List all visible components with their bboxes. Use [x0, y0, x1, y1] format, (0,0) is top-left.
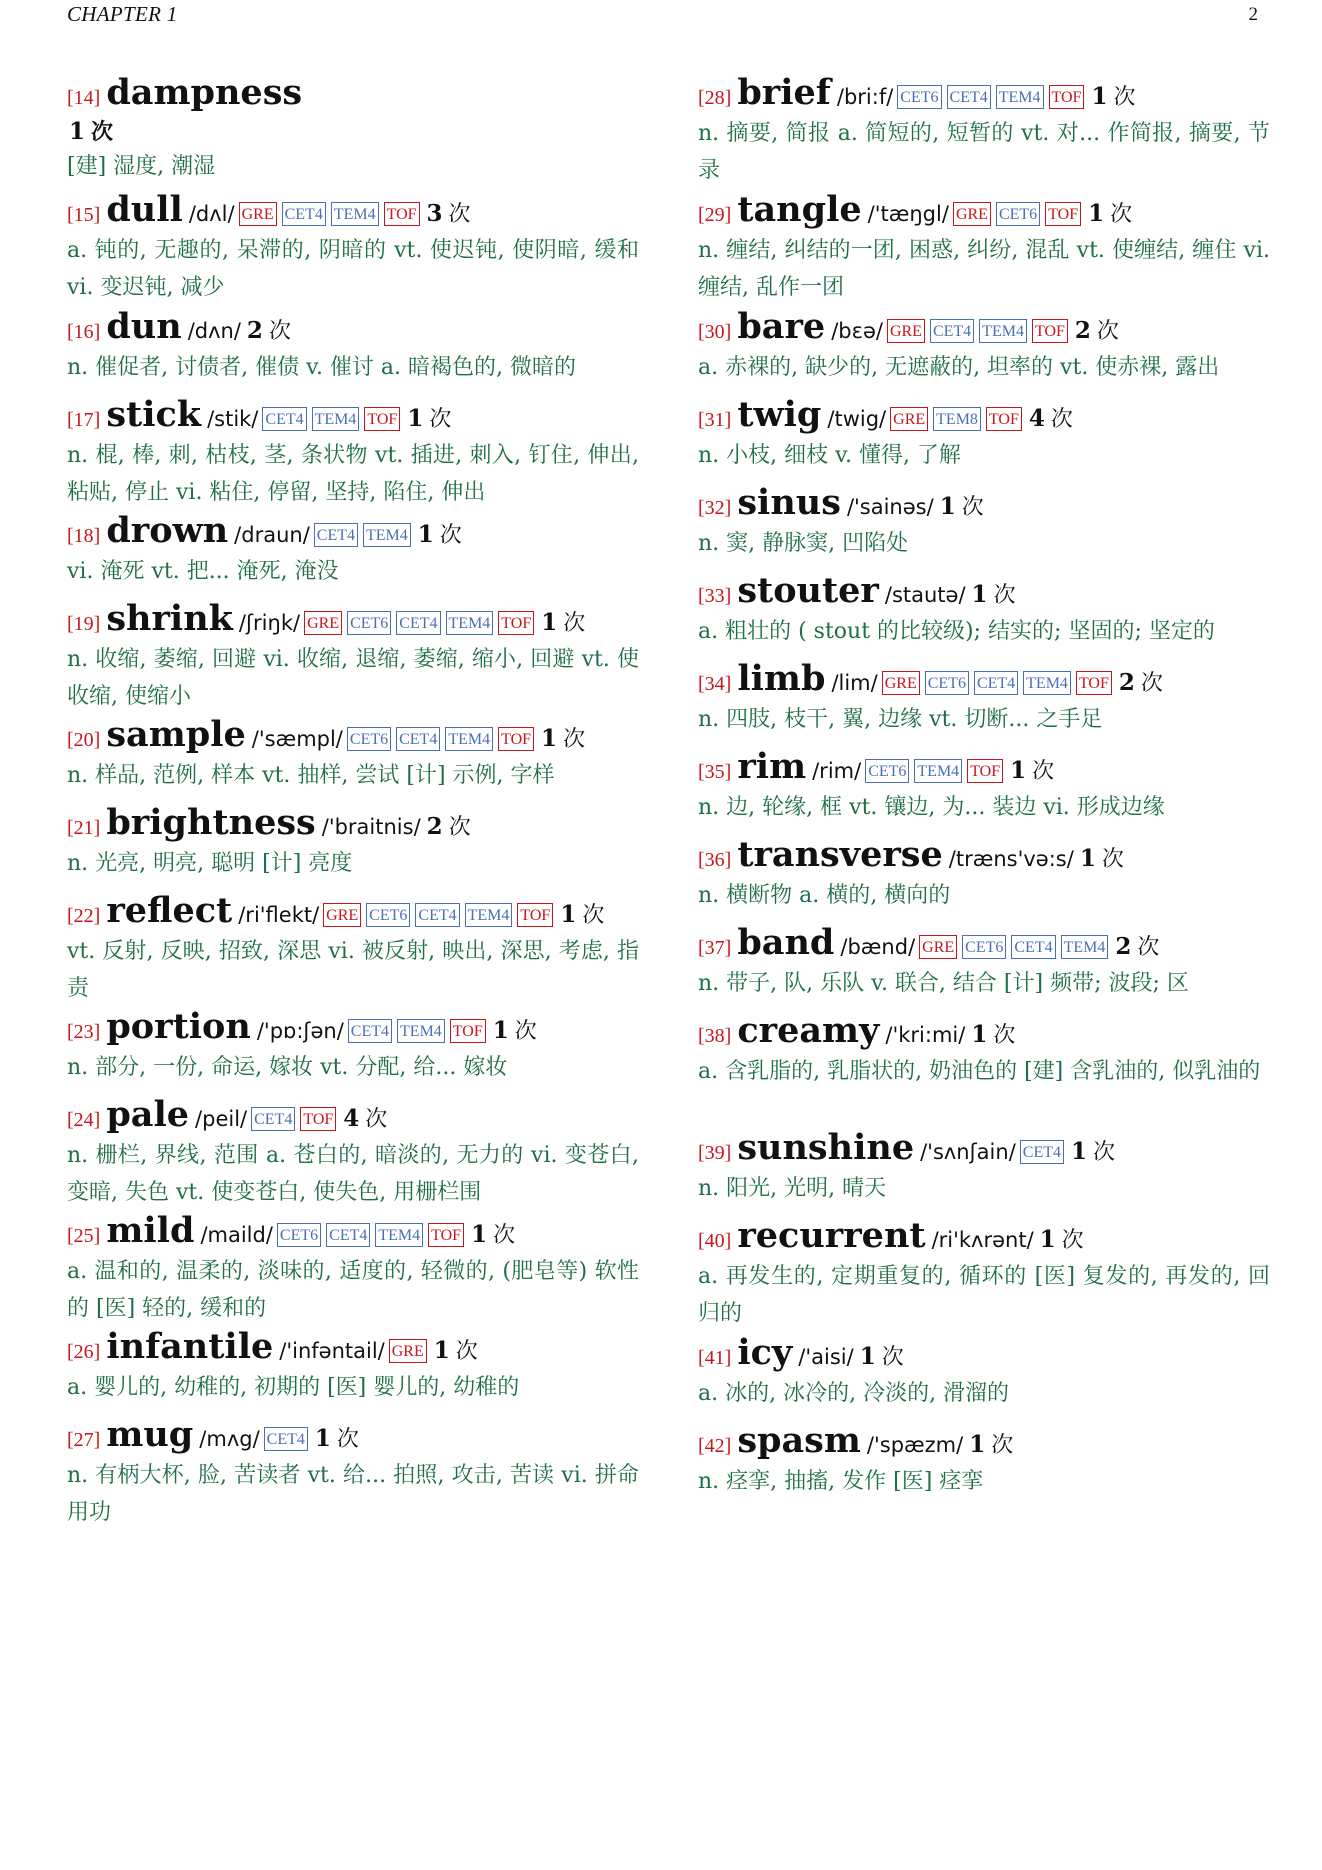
entry-index: [26] [67, 1341, 101, 1363]
entry-word: icy [737, 1332, 793, 1373]
entry-index: [39] [698, 1142, 732, 1164]
vocab-entry [67, 714, 639, 802]
entry-count-unit: 次 [455, 1339, 478, 1364]
entry-headline [698, 72, 1270, 113]
entry-count-unit: 次 [881, 1345, 904, 1370]
entry-index: [37] [698, 937, 732, 959]
entry-phonetic: /ri'kʌrənt/ [931, 1228, 1034, 1252]
entry-count: 3 [426, 200, 443, 227]
exam-tag-cet4: CET4 [396, 727, 440, 751]
exam-tag-cet4: CET4 [264, 1427, 308, 1451]
entry-definition: vt. 反射, 反映, 招致, 深思 vi. 被反射, 映出, 深思, 考虑, 指责 [67, 939, 639, 1001]
entry-word: sample [106, 714, 246, 755]
exam-tag-cet4: CET4 [415, 903, 459, 927]
entry-index: [29] [698, 204, 732, 226]
exam-tag-tem4: TEM4 [397, 1019, 445, 1043]
exam-tag-tem4: TEM4 [1023, 671, 1071, 695]
entry-index: [34] [698, 673, 732, 695]
entry-word: creamy [737, 1010, 880, 1051]
entry-count-unit: 次 [365, 1107, 388, 1132]
vocab-entry [67, 510, 639, 598]
exam-tag-gre: GRE [953, 202, 991, 226]
entry-phonetic: /rim/ [812, 759, 862, 783]
entry-phonetic: /ri'flekt/ [238, 903, 320, 927]
entry-count: 1 [971, 1021, 988, 1048]
entry-count-unit: 次 [448, 202, 471, 227]
vocab-entry [698, 746, 1270, 834]
entry-index: [22] [67, 905, 101, 927]
vocab-entry [67, 1094, 639, 1210]
entry-count-unit: 次 [961, 495, 984, 520]
exam-tag-tof: TOF [986, 407, 1022, 431]
exam-tag-cet4: CET4 [947, 85, 991, 109]
chapter-title: CHAPTER 1 [67, 2, 178, 26]
entry-phonetic: /'pɒ:ʃən/ [256, 1019, 344, 1043]
entry-index: [24] [67, 1109, 101, 1131]
vocab-entry [698, 72, 1270, 189]
entry-word: dull [106, 189, 183, 230]
exam-tag-cet4: CET4 [930, 319, 974, 343]
exam-tag-cet4: CET4 [974, 671, 1018, 695]
exam-tag-gre: GRE [890, 407, 928, 431]
entry-count-unit: 次 [1096, 319, 1119, 344]
entry-index: [31] [698, 409, 732, 431]
exam-tag-tem4: TEM4 [312, 407, 360, 431]
vocab-entry [698, 1420, 1270, 1508]
exam-tag-tem4: TEM4 [375, 1223, 423, 1247]
entry-index: [16] [67, 321, 101, 343]
vocab-entry [698, 1127, 1270, 1215]
exam-tag-cet4: CET4 [396, 611, 440, 635]
exam-tag-cet6: CET6 [366, 903, 410, 927]
entry-word: shrink [106, 598, 233, 639]
entry-definition: n. 收缩, 萎缩, 回避 vi. 收缩, 退缩, 萎缩, 缩小, 回避 vt. 使收缩, 使缩小 [67, 647, 639, 709]
entry-phonetic: /stik/ [207, 407, 259, 431]
entry-phonetic: /dʌn/ [187, 319, 241, 343]
entry-headline [698, 1420, 1270, 1461]
exam-tag-tof: TOF [300, 1107, 336, 1131]
entry-definition: a. 含乳脂的, 乳脂状的, 奶油色的 [建] 含乳油的, 似乳油的 [698, 1059, 1261, 1084]
exam-tag-tof: TOF [498, 611, 534, 635]
exam-tag-tem4: TEM4 [1061, 935, 1109, 959]
entry-word: mug [106, 1414, 194, 1455]
exam-tag-cet6: CET6 [897, 85, 941, 109]
exam-tag-cet4: CET4 [262, 407, 306, 431]
exam-tag-tem4: TEM4 [331, 202, 379, 226]
entry-count-unit: 次 [563, 611, 586, 636]
exam-tag-tof: TOF [517, 903, 553, 927]
vocab-entry [67, 394, 639, 510]
exam-tag-tof: TOF [967, 759, 1003, 783]
entry-index: [40] [698, 1230, 732, 1252]
entry-headline [67, 1326, 639, 1367]
entry-index: [21] [67, 817, 101, 839]
entry-index: [42] [698, 1435, 732, 1457]
entry-phonetic: /'infəntail/ [279, 1339, 385, 1363]
entry-headline [698, 394, 1270, 435]
entry-index: [25] [67, 1225, 101, 1247]
entry-word: spasm [737, 1420, 861, 1461]
entry-count: 1 [417, 521, 434, 548]
exam-tag-tof: TOF [450, 1019, 486, 1043]
exam-tag-cet4: CET4 [314, 523, 358, 547]
entry-phonetic: /'aisi/ [798, 1345, 854, 1369]
entry-count: 1 [433, 1337, 450, 1364]
entry-phonetic: /draun/ [234, 523, 310, 547]
entry-phonetic: /ʃriŋk/ [238, 611, 301, 635]
vocab-entry [698, 306, 1270, 394]
exam-tag-tem4: TEM4 [996, 85, 1044, 109]
entry-count: 1 [1079, 845, 1096, 872]
entry-definition: n. 小枝, 细枝 v. 懂得, 了解 [698, 443, 961, 468]
entry-phonetic: /peil/ [195, 1107, 248, 1131]
entry-word: transverse [737, 834, 943, 875]
entry-phonetic: /maild/ [200, 1223, 273, 1247]
entry-headline [698, 570, 1270, 611]
exam-tag-tem4: TEM4 [363, 523, 411, 547]
entry-count: 1 [314, 1425, 331, 1452]
entry-count: 2 [1074, 317, 1091, 344]
entry-word: stouter [737, 570, 879, 611]
entry-word: stick [106, 394, 202, 435]
entry-count-unit: 次 [91, 119, 114, 145]
exam-tag-gre: GRE [323, 903, 361, 927]
entry-definition: n. 痉挛, 抽搐, 发作 [医] 痉挛 [698, 1469, 984, 1494]
entry-word: portion [106, 1006, 251, 1047]
entry-index: [20] [67, 729, 101, 751]
entry-headline [698, 1127, 1270, 1168]
entry-count: 1 [69, 118, 86, 145]
entry-word: reflect [106, 890, 233, 931]
entry-phonetic: /'sainəs/ [846, 495, 934, 519]
exam-tag-cet4: CET4 [326, 1223, 370, 1247]
entry-word: twig [737, 394, 822, 435]
entry-index: [33] [698, 585, 732, 607]
vocab-entry [67, 890, 639, 1006]
entry-headline [67, 714, 639, 755]
entry-count: 1 [541, 725, 558, 752]
entry-word: bare [737, 306, 826, 347]
entry-phonetic: /bɛə/ [831, 319, 883, 343]
entry-word: dampness [106, 72, 303, 113]
exam-tag-cet6: CET6 [347, 727, 391, 751]
entry-count: 1 [471, 1221, 488, 1248]
entry-phonetic: /stautə/ [884, 583, 966, 607]
vocab-entry [67, 802, 639, 890]
exam-tag-tem4: TEM4 [979, 319, 1027, 343]
exam-tag-tem4: TEM4 [445, 727, 493, 751]
entry-count: 1 [1039, 1226, 1056, 1253]
entry-definition: n. 带子, 队, 乐队 v. 联合, 结合 [计] 频带; 波段; 区 [698, 971, 1189, 996]
entry-count-unit: 次 [336, 1427, 359, 1452]
entry-headline [67, 189, 639, 230]
entry-headline [67, 1414, 639, 1455]
entry-count-unit: 次 [429, 407, 452, 432]
entry-word: drown [106, 510, 229, 551]
entry-count-unit: 次 [493, 1223, 516, 1248]
entry-headline [67, 72, 639, 113]
left-column [67, 72, 639, 1530]
entry-phonetic: /'sæmpl/ [251, 727, 343, 751]
entry-headline [67, 1210, 639, 1251]
exam-tag-tem8: TEM8 [933, 407, 981, 431]
exam-tag-tof: TOF [498, 727, 534, 751]
entry-count: 1 [1010, 757, 1027, 784]
exam-tag-cet4: CET4 [348, 1019, 392, 1043]
exam-tag-cet6: CET6 [347, 611, 391, 635]
entry-word: rim [737, 746, 807, 787]
entry-count-unit: 次 [1032, 759, 1055, 784]
entry-count: 1 [407, 405, 424, 432]
entry-phonetic: /bænd/ [840, 935, 916, 959]
entry-definition: a. 钝的, 无趣的, 呆滞的, 阴暗的 vt. 使迟钝, 使阴暗, 缓和 vi. 变迟钝, 减少 [67, 238, 639, 300]
entry-word: mild [106, 1210, 195, 1251]
entry-word: brightness [106, 802, 316, 843]
entry-phonetic: /bri:f/ [836, 85, 894, 109]
entry-headline [67, 598, 639, 639]
entry-count: 1 [560, 901, 577, 928]
exam-tag-cet6: CET6 [962, 935, 1006, 959]
entry-phonetic: /lim/ [831, 671, 878, 695]
exam-tag-tof: TOF [1032, 319, 1068, 343]
entry-index: [19] [67, 613, 101, 635]
entry-count: 1 [969, 1431, 986, 1458]
entry-phonetic: /'tæŋgl/ [867, 202, 949, 226]
entry-count: 1 [541, 609, 558, 636]
exam-tag-tof: TOF [1045, 202, 1081, 226]
entry-phonetic: /'spæzm/ [866, 1433, 964, 1457]
entry-count-unit: 次 [563, 727, 586, 752]
entry-definition: n. 四肢, 枝干, 翼, 边缘 vt. 切断... 之手足 [698, 707, 1103, 732]
entry-index: [36] [698, 849, 732, 871]
entry-definition: n. 部分, 一份, 命运, 嫁妆 vt. 分配, 给... 嫁妆 [67, 1055, 508, 1080]
entry-count: 2 [1115, 933, 1132, 960]
entry-definition: n. 样品, 范例, 样本 vt. 抽样, 尝试 [计] 示例, 字样 [67, 763, 555, 788]
entry-phonetic: /twig/ [827, 407, 887, 431]
entry-word: sunshine [737, 1127, 915, 1168]
entry-definition: vi. 淹死 vt. 把... 淹死, 淹没 [67, 559, 339, 584]
entry-definition: n. 棍, 棒, 刺, 枯枝, 茎, 条状物 vt. 插进, 刺入, 钉住, 伸出, 粘贴, 停止 vi. 粘住, 停留, 坚持, 陷住, 伸出 [67, 443, 639, 505]
exam-tag-tof: TOF [1049, 85, 1085, 109]
entry-headline [698, 1215, 1270, 1256]
entry-count-unit: 次 [993, 583, 1016, 608]
entry-count-unit: 次 [1137, 935, 1160, 960]
vocab-entry [698, 189, 1270, 306]
entry-headline [698, 834, 1270, 875]
entry-phonetic: /træns'və:s/ [948, 847, 1074, 871]
entry-headline [67, 802, 639, 843]
entry-phonetic: /mʌg/ [199, 1427, 260, 1451]
entry-word: recurrent [737, 1215, 926, 1256]
vocab-entry [67, 306, 639, 394]
entry-headline [698, 1010, 1270, 1051]
entry-definition: n. 催促者, 讨债者, 催债 v. 催讨 a. 暗褐色的, 微暗的 [67, 355, 577, 380]
exam-tag-tof: TOF [428, 1223, 464, 1247]
vocab-entry [698, 1332, 1270, 1420]
entry-headline [67, 1006, 639, 1047]
entry-definition: n. 光亮, 明亮, 聪明 [计] 亮度 [67, 851, 353, 876]
entry-word: pale [106, 1094, 190, 1135]
entry-count-unit: 次 [1110, 202, 1133, 227]
entry-count: 1 [971, 581, 988, 608]
entry-count: 1 [1091, 83, 1108, 110]
entry-phonetic: /'braitnis/ [321, 815, 421, 839]
vocab-entry [698, 394, 1270, 482]
exam-tag-cet4: CET4 [251, 1107, 295, 1131]
entry-headline [698, 306, 1270, 347]
entry-index: [27] [67, 1429, 101, 1451]
vocab-entry [67, 1006, 639, 1094]
entry-headline [67, 306, 639, 347]
entry-headline [67, 890, 639, 931]
entry-headline [67, 394, 639, 435]
entry-count-unit: 次 [514, 1019, 537, 1044]
exam-tag-cet4: CET4 [1011, 935, 1055, 959]
vocab-entry [67, 1326, 639, 1414]
exam-tag-tof: TOF [364, 407, 400, 431]
entry-definition: n. 窦, 静脉窦, 凹陷处 [698, 531, 909, 556]
vocab-entry [698, 1215, 1270, 1332]
entry-index: [14] [67, 87, 101, 109]
exam-tag-gre: GRE [887, 319, 925, 343]
entry-definition: n. 栅栏, 界线, 范围 a. 苍白的, 暗淡的, 无力的 vi. 变苍白, 变暗, 失色 vt. 使变苍白, 使失色, 用栅栏围 [67, 1143, 639, 1205]
exam-tag-cet6: CET6 [996, 202, 1040, 226]
entry-word: brief [737, 72, 831, 113]
entry-index: [32] [698, 497, 732, 519]
exam-tag-gre: GRE [919, 935, 957, 959]
entry-phonetic: /dʌl/ [188, 202, 235, 226]
entry-count: 1 [1070, 1138, 1087, 1165]
vocab-entry [698, 1010, 1270, 1127]
entry-definition: n. 有柄大杯, 脸, 苦读者 vt. 给... 拍照, 攻击, 苦读 vi. 拼命用功 [67, 1463, 639, 1525]
vocab-entry [67, 1210, 639, 1326]
exam-tag-cet4: CET4 [1020, 1140, 1064, 1164]
entry-definition: n. 摘要, 简报 a. 简短的, 短暂的 vt. 对... 作简报, 摘要, 节录 [698, 121, 1270, 183]
exam-tag-tem4: TEM4 [914, 759, 962, 783]
exam-tag-gre: GRE [239, 202, 277, 226]
page-header [67, 0, 1258, 30]
page-number: 2 [1248, 4, 1258, 25]
vocab-entry [698, 658, 1270, 746]
entry-headline [67, 1094, 639, 1135]
entry-definition: a. 再发生的, 定期重复的, 循环的 [医] 复发的, 再发的, 回归的 [698, 1264, 1270, 1326]
entry-count-unit: 次 [582, 903, 605, 928]
entry-headline [698, 482, 1270, 523]
entry-index: [41] [698, 1347, 732, 1369]
entry-count-unit: 次 [1050, 407, 1073, 432]
entry-definition: n. 阳光, 光明, 晴天 [698, 1176, 887, 1201]
exam-tag-tof: TOF [1076, 671, 1112, 695]
entry-count-unit: 次 [268, 319, 291, 344]
entry-phonetic: /'kri:mi/ [885, 1023, 966, 1047]
entry-count: 1 [1088, 200, 1105, 227]
entry-headline [698, 922, 1270, 963]
entry-word: dun [106, 306, 182, 347]
exam-tag-gre: GRE [304, 611, 342, 635]
exam-tag-cet4: CET4 [282, 202, 326, 226]
entry-count: 1 [939, 493, 956, 520]
vocab-entry [698, 834, 1270, 922]
entry-count: 2 [1118, 669, 1135, 696]
entry-count: 1 [492, 1017, 509, 1044]
entry-headline [698, 746, 1270, 787]
vocab-entry [698, 570, 1270, 658]
entry-count-unit: 次 [993, 1023, 1016, 1048]
entry-count: 2 [246, 317, 263, 344]
entry-definition: a. 婴儿的, 幼稚的, 初期的 [医] 婴儿的, 幼稚的 [67, 1375, 520, 1400]
entry-definition: n. 横断物 a. 横的, 横向的 [698, 883, 951, 908]
vocab-entry [67, 598, 639, 714]
entry-headline [698, 189, 1270, 230]
entry-headline [698, 658, 1270, 699]
entry-count: 4 [1028, 405, 1045, 432]
exam-tag-tem4: TEM4 [446, 611, 494, 635]
vocab-entry [67, 189, 639, 306]
entry-definition: n. 边, 轮缘, 框 vt. 镶边, 为... 装边 vi. 形成边缘 [698, 795, 1165, 820]
exam-tag-cet6: CET6 [277, 1223, 321, 1247]
entry-headline [67, 510, 639, 551]
exam-tag-cet6: CET6 [865, 759, 909, 783]
entry-headline [698, 1332, 1270, 1373]
vocab-entry [698, 482, 1270, 570]
exam-tag-gre: GRE [389, 1339, 427, 1363]
entry-index: [38] [698, 1025, 732, 1047]
right-column [698, 72, 1270, 1508]
entry-count-unit: 次 [1061, 1228, 1084, 1253]
entry-count-unit: 次 [439, 523, 462, 548]
entry-word: band [737, 922, 835, 963]
entry-count-line [67, 115, 639, 146]
entry-index: [28] [698, 87, 732, 109]
entry-word: limb [737, 658, 826, 699]
entry-definition: a. 温和的, 温柔的, 淡味的, 适度的, 轻微的, (肥皂等) 软性的 [医] 轻的, 缓和的 [67, 1259, 639, 1321]
entry-definition: n. 缠结, 纠结的一团, 困惑, 纠纷, 混乱 vt. 使缠结, 缠住 vi. 缠结, 乱作一团 [698, 238, 1270, 300]
entry-word: tangle [737, 189, 862, 230]
entry-definition: a. 冰的, 冰冷的, 冷淡的, 滑溜的 [698, 1381, 1010, 1406]
exam-tag-tof: TOF [384, 202, 420, 226]
entry-count: 2 [426, 813, 443, 840]
entry-definition: a. 粗壮的 ( stout 的比较级); 结实的; 坚固的; 坚定的 [698, 619, 1215, 644]
entry-index: [30] [698, 321, 732, 343]
entry-count-unit: 次 [448, 815, 471, 840]
entry-count-unit: 次 [991, 1433, 1014, 1458]
entry-index: [23] [67, 1021, 101, 1043]
entry-word: infantile [106, 1326, 274, 1367]
entry-count: 1 [859, 1343, 876, 1370]
entry-index: [18] [67, 525, 101, 547]
exam-tag-tem4: TEM4 [465, 903, 513, 927]
entry-count-unit: 次 [1093, 1140, 1116, 1165]
vocab-entry [67, 72, 639, 189]
entry-count-unit: 次 [1101, 847, 1124, 872]
entry-definition: a. 赤裸的, 缺少的, 无遮蔽的, 坦率的 vt. 使赤裸, 露出 [698, 355, 1220, 380]
vocab-entry [67, 1414, 639, 1530]
entry-definition: [建] 湿度, 潮湿 [67, 154, 216, 179]
entry-index: [17] [67, 409, 101, 431]
entry-count: 4 [343, 1105, 360, 1132]
entry-index: [15] [67, 204, 101, 226]
entry-word: sinus [737, 482, 841, 523]
entry-count-unit: 次 [1140, 671, 1163, 696]
exam-tag-cet6: CET6 [925, 671, 969, 695]
entry-phonetic: /'sʌnʃain/ [920, 1140, 1016, 1164]
vocab-entry [698, 922, 1270, 1010]
entry-index: [35] [698, 761, 732, 783]
entry-count-unit: 次 [1113, 85, 1136, 110]
exam-tag-gre: GRE [882, 671, 920, 695]
